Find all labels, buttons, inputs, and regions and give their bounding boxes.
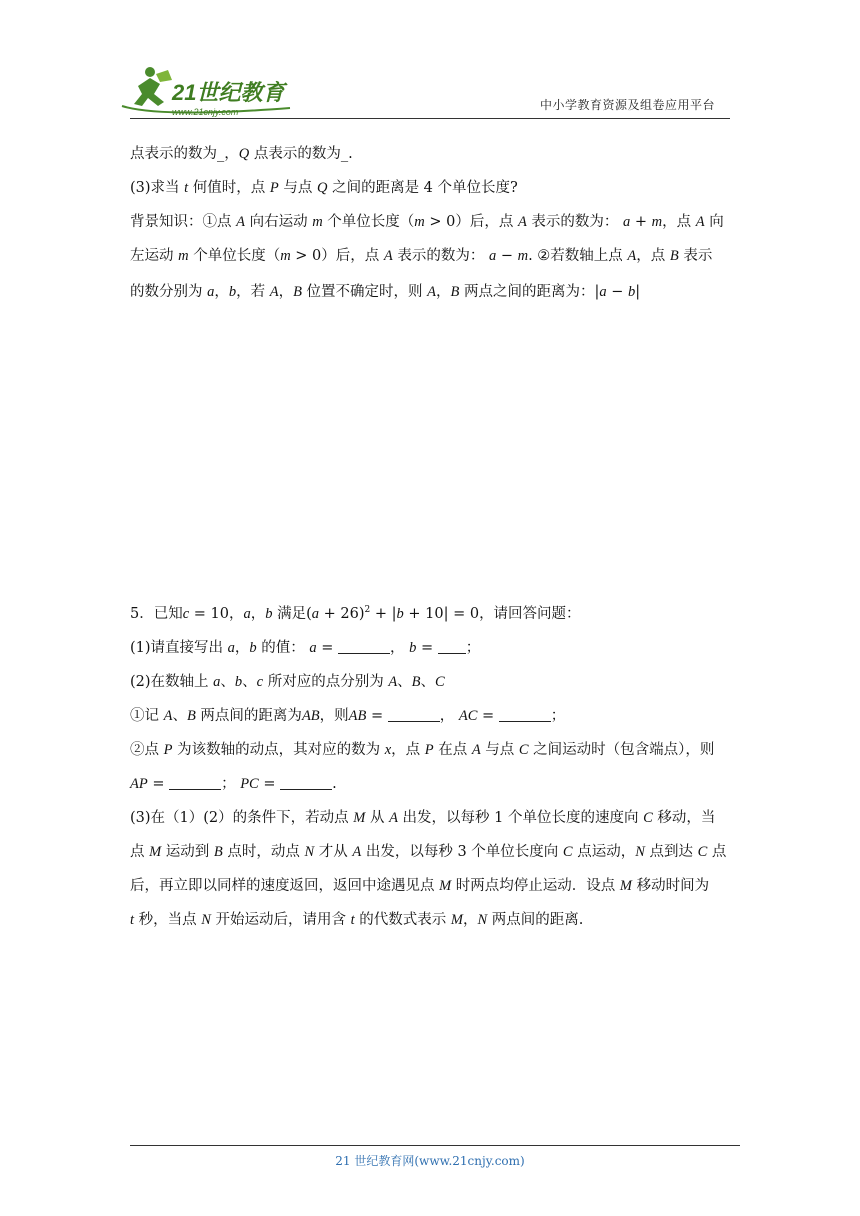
q5-part-1: (1)请直接写出 a，b 的值： a = ， b = ； [130,640,481,656]
q5-part-2: (2)在数轴上 a、b、c 所对应的点分别为 A、B、C [130,674,445,690]
q4-part-3: (3)求当 t 何值时，点 P 与点 Q 之间的距离是 4 个单位长度? [130,180,518,196]
logo-text: 21世纪教育 [172,80,285,105]
site-logo [120,62,300,122]
background-line-1: 背景知识：①点 A 向右运动 m 个单位长度（m > 0）后，点 A 表示的数为： a + m，点 A 向 [130,214,724,230]
q5-title: 5．已知c = 10，a，b 满足$(a + 26)^2 + |b + 10| = 0$，请回答问题： [130,605,581,622]
q5-part-3-line-4: t 秒，当点 N 开始运动后，请用含 t 的代数式表示 M，N 两点间的距离. [130,912,584,928]
q5-part-2b-answers: AP = ； PC = . [130,776,337,792]
footer-link[interactable]: 21 世纪教育网(www.21cnjy.com) [335,1154,525,1168]
q5-part-3-line-3: 后，再立即以同样的速度返回，返回中途遇见点 M 时两点均停止运动．设点 M 移动时间为 [130,878,710,894]
q5-part-2b: ②点 P 为该数轴的动点，其对应的数为 x，点 P 在点 A 与点 C 之间运动时（包含端点），则 [130,742,715,758]
site-name: 中小学教育资源及组卷应用平台 [540,98,716,112]
q4-line-1: 点表示的数为_，Q 点表示的数为_. [130,146,353,162]
header-divider [130,118,730,119]
q5-part-2a: ①记 A、B 两点间的距离为AB，则AB = ， AC = ； [130,708,566,724]
logo-url: www.21cnjy.com [172,107,239,117]
q5-part-3-line-1: (3)在（1）(2）的条件下，若动点 M 从 A 出发，以每秒 1 个单位长度的速度向 C 移动，当 [130,810,716,826]
footer-divider [130,1145,740,1146]
background-line-3: 的数分别为 a，b，若 A，B 位置不确定时，则 A，B 两点之间的距离为：|a − b| [130,284,641,300]
q5-part-3-line-2: 点 M 运动到 B 点时，动点 N 才从 A 出发，以每秒 3 个单位长度向 C 点运动，N 点到达 C 点 [130,844,727,860]
background-line-2: 左运动 m 个单位长度（m > 0）后，点 A 表示的数为： a − m. ②若数轴上点 A，点 B 表示 [130,248,713,264]
